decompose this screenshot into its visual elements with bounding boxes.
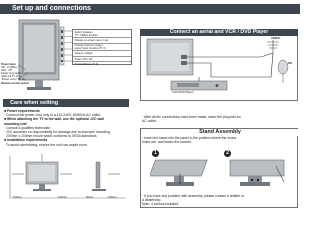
care-line-power: ■ Power requirements	[4, 109, 40, 113]
label-headphone: To Headphone (P. 3)	[73, 61, 131, 67]
power-lamp-on: ON : Lit (Blue)	[1, 66, 18, 70]
or-label: OR	[288, 62, 292, 65]
care-line-technician: · Consult a qualified technician.	[4, 125, 52, 130]
remote-sensor-label: Remote control sensor	[1, 81, 30, 85]
connect-note-2: AC outlet.	[142, 119, 157, 124]
stand-line-2: holes are, and fasten the screws.	[142, 140, 192, 145]
label-channel-1: Change channel / Page /	[73, 43, 131, 47]
stand-footer-1: · If you have any problem with assembly, please contact a retailer or	[142, 194, 245, 198]
power-lamp-note-2: while the TV is on.	[1, 75, 23, 79]
power-lamp-label: Power lamp	[1, 63, 16, 66]
label-menu: Display on-screen menu / set	[73, 37, 131, 43]
vcr-label: VCR (DVD Player)	[172, 91, 194, 94]
step-2-badge: 2	[224, 150, 231, 157]
care-line-power-detail: · Connect the power cord only to a 110-240V, 50/60Hz AC outlet.	[4, 113, 102, 118]
connect-notes	[142, 115, 241, 123]
connect-note-1: · After all the connections have been made, insert the plug into an	[142, 115, 241, 119]
care-line-vesa: · 200mm x 200mm mount which conforms to VESA standards	[4, 134, 97, 139]
stand-title: Stand Assembly	[142, 129, 298, 136]
label-channel-2: Hyper-Scan Function (P. 3)	[74, 46, 106, 50]
power-lamp-note-1: Power lamp lights	[1, 72, 22, 76]
power-lamp-off: OFF : Off	[1, 69, 12, 73]
power-lamp-labels	[1, 63, 29, 85]
care-line-overheat: · To avoid overheating, ensure the unit has ample room.	[4, 142, 88, 147]
step-1-badge: 1	[152, 150, 159, 157]
clearance-left: 150mm	[13, 196, 22, 199]
label-power: Power ON / Off	[73, 56, 131, 62]
label-switch-1: Switch between	[74, 30, 93, 34]
label-volume: Volume / Adjust	[73, 50, 131, 56]
care-line-wall: ■ When attaching the TV to the wall, use the optional JVC wall	[4, 117, 104, 122]
care-title: Care when setting	[10, 100, 59, 106]
care-line-wall-2: mounting unit	[4, 121, 27, 126]
label-switch-2: TV / VIDEO devices	[74, 34, 98, 38]
clearance-right: 150mm	[58, 196, 67, 199]
connection-diagram	[141, 37, 297, 100]
button-labels-box	[72, 29, 132, 65]
stand-footer	[142, 194, 244, 207]
clearance-top: 150mm	[108, 196, 117, 199]
power-lamp-ref: "Power Lamp" (P. 11)	[1, 78, 26, 82]
care-line-install: ■ Installation requirements	[4, 138, 48, 143]
stand-assembly-diagram	[150, 158, 290, 192]
connect-title: Connect an aerial and VCR / DVD Player	[140, 29, 298, 36]
stand-text	[142, 136, 236, 144]
page-title: Set up and connections	[12, 5, 91, 12]
care-line-liability: · JVC assumes no responsibility for damage due to improper mounting.	[4, 130, 111, 135]
stand-footer-3: Note: 4 screws included.	[142, 202, 179, 207]
stand-footer-2: a dealership.	[142, 198, 162, 203]
aerial-label: AERIAL	[271, 37, 281, 40]
care-text	[4, 109, 111, 147]
stand-line-1: · Insert the stand into the panel in the position where the screw	[142, 136, 237, 140]
clearance-back: 50mm	[86, 196, 94, 199]
